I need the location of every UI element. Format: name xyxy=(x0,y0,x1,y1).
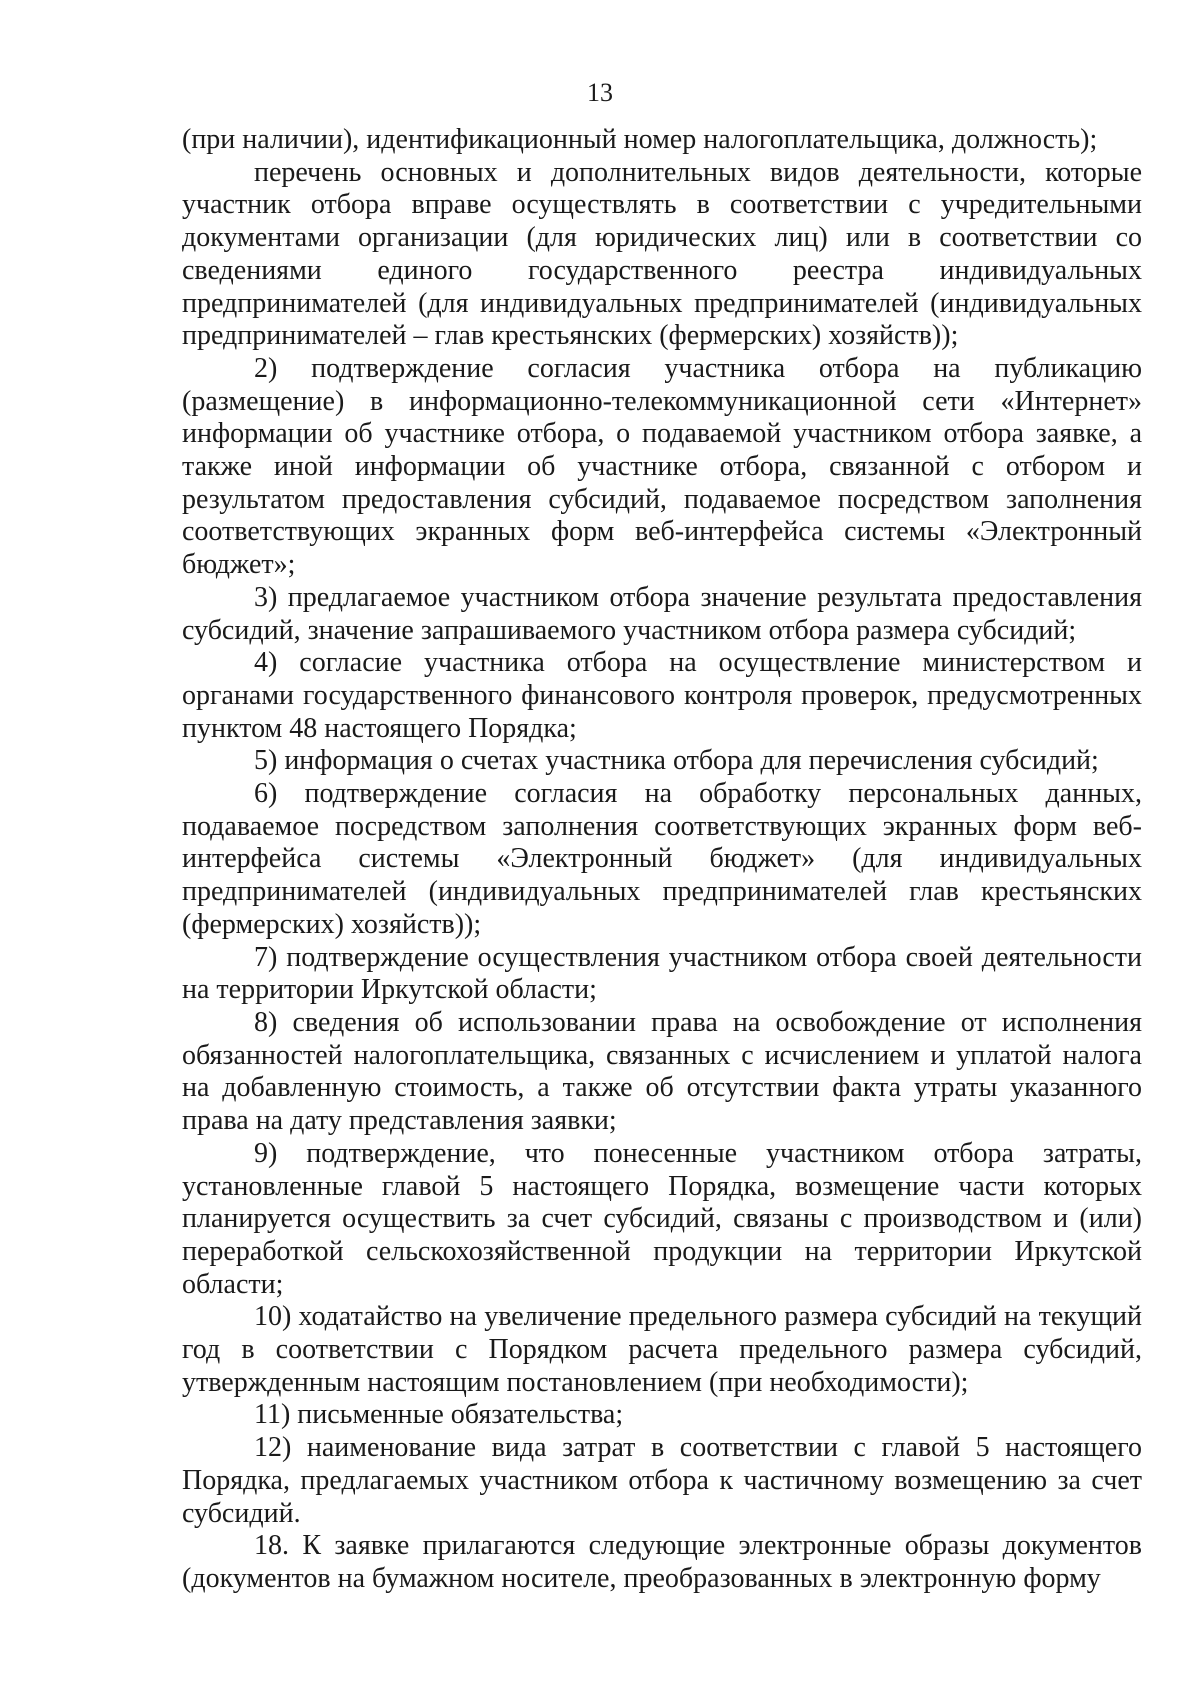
paragraph: (при наличии), идентификационный номер налогоплательщика, должность); xyxy=(182,124,1098,155)
paragraph: перечень основных и дополнительных видов деятельности, которые участник отбора вправе осуществлять в соответствии с учредительными документами организации (для юридических лиц) или в соответствии со сведениями единого государственного реестра индивидуальных предпринимателей (для индивидуальных предпринимателей (индивидуальных предпринимателей – глав крестьянских (фермерских) хозяйств)); xyxy=(182,156,1142,352)
paragraph: 2) подтверждение согласия участника отбора на публикацию (размещение) в информационно-телекоммуникационной сети «Интернет» информации об участнике отбора, о подаваемой участником отбора заявке, а также иной информации об участнике отбора, связанной с отбором и результатом предоставления субсидий, подаваемое посредством заполнения соответствующих экранных форм веб-интерфейса системы «Электронный бюджет»; xyxy=(182,352,1142,581)
paragraph: 8) сведения об использовании права на освобождение от исполнения обязанностей налогоплательщика, связанных с исчислением и уплатой налога на добавленную стоимость, а также об отсутствии факта утраты указанного права на дату представления заявки; xyxy=(182,1006,1142,1137)
paragraph: 18. К заявке прилагаются следующие электронные образы документов (документов на бумажном носителе, преобразованных в электронную форму xyxy=(182,1530,1142,1594)
page-number: 13 xyxy=(587,78,613,107)
paragraph: 6) подтверждение согласия на обработку персональных данных, подаваемое посредством заполнения соответствующих экранных форм веб-интерфейса системы «Электронный бюджет» (для индивидуальных предпринимателей (индивидуальных предпринимателей глав крестьянских (фермерских) хозяйств)); xyxy=(182,778,1142,940)
paragraph: 5) информация о счетах участника отбора для перечисления субсидий; xyxy=(254,745,1099,777)
paragraph: 9) подтверждение, что понесенные участником отбора затраты, установленные главой 5 настоящего Порядка, возмещение части которых планируется осуществить за счет субсидий, связаны с производством и (или) переработкой сельскохозяйственной продукции на территории Иркутской области; xyxy=(182,1137,1142,1300)
paragraph: 11) письменные обязательства; xyxy=(254,1399,624,1431)
paragraph: 4) согласие участника отбора на осуществление министерством и органами государственного финансового контроля проверок, предусмотренных пунктом 48 настоящего Порядка; xyxy=(182,647,1142,744)
paragraph: 10) ходатайство на увеличение предельного размера субсидий на текущий год в соответствии с Порядком расчета предельного размера субсидий, утвержденным настоящим постановлением (при необходимости); xyxy=(182,1301,1142,1398)
document-body xyxy=(182,124,1142,1596)
paragraph: 3) предлагаемое участником отбора значение результата предоставления субсидий, значение запрашиваемого участником отбора размера субсидий; xyxy=(182,581,1142,646)
paragraph: 7) подтверждение осуществления участником отбора своей деятельности на территории Иркутской области; xyxy=(182,941,1142,1006)
paragraph: 12) наименование вида затрат в соответствии с главой 5 настоящего Порядка, предлагаемых участником отбора к частичному возмещению за счет субсидий. xyxy=(182,1432,1142,1529)
